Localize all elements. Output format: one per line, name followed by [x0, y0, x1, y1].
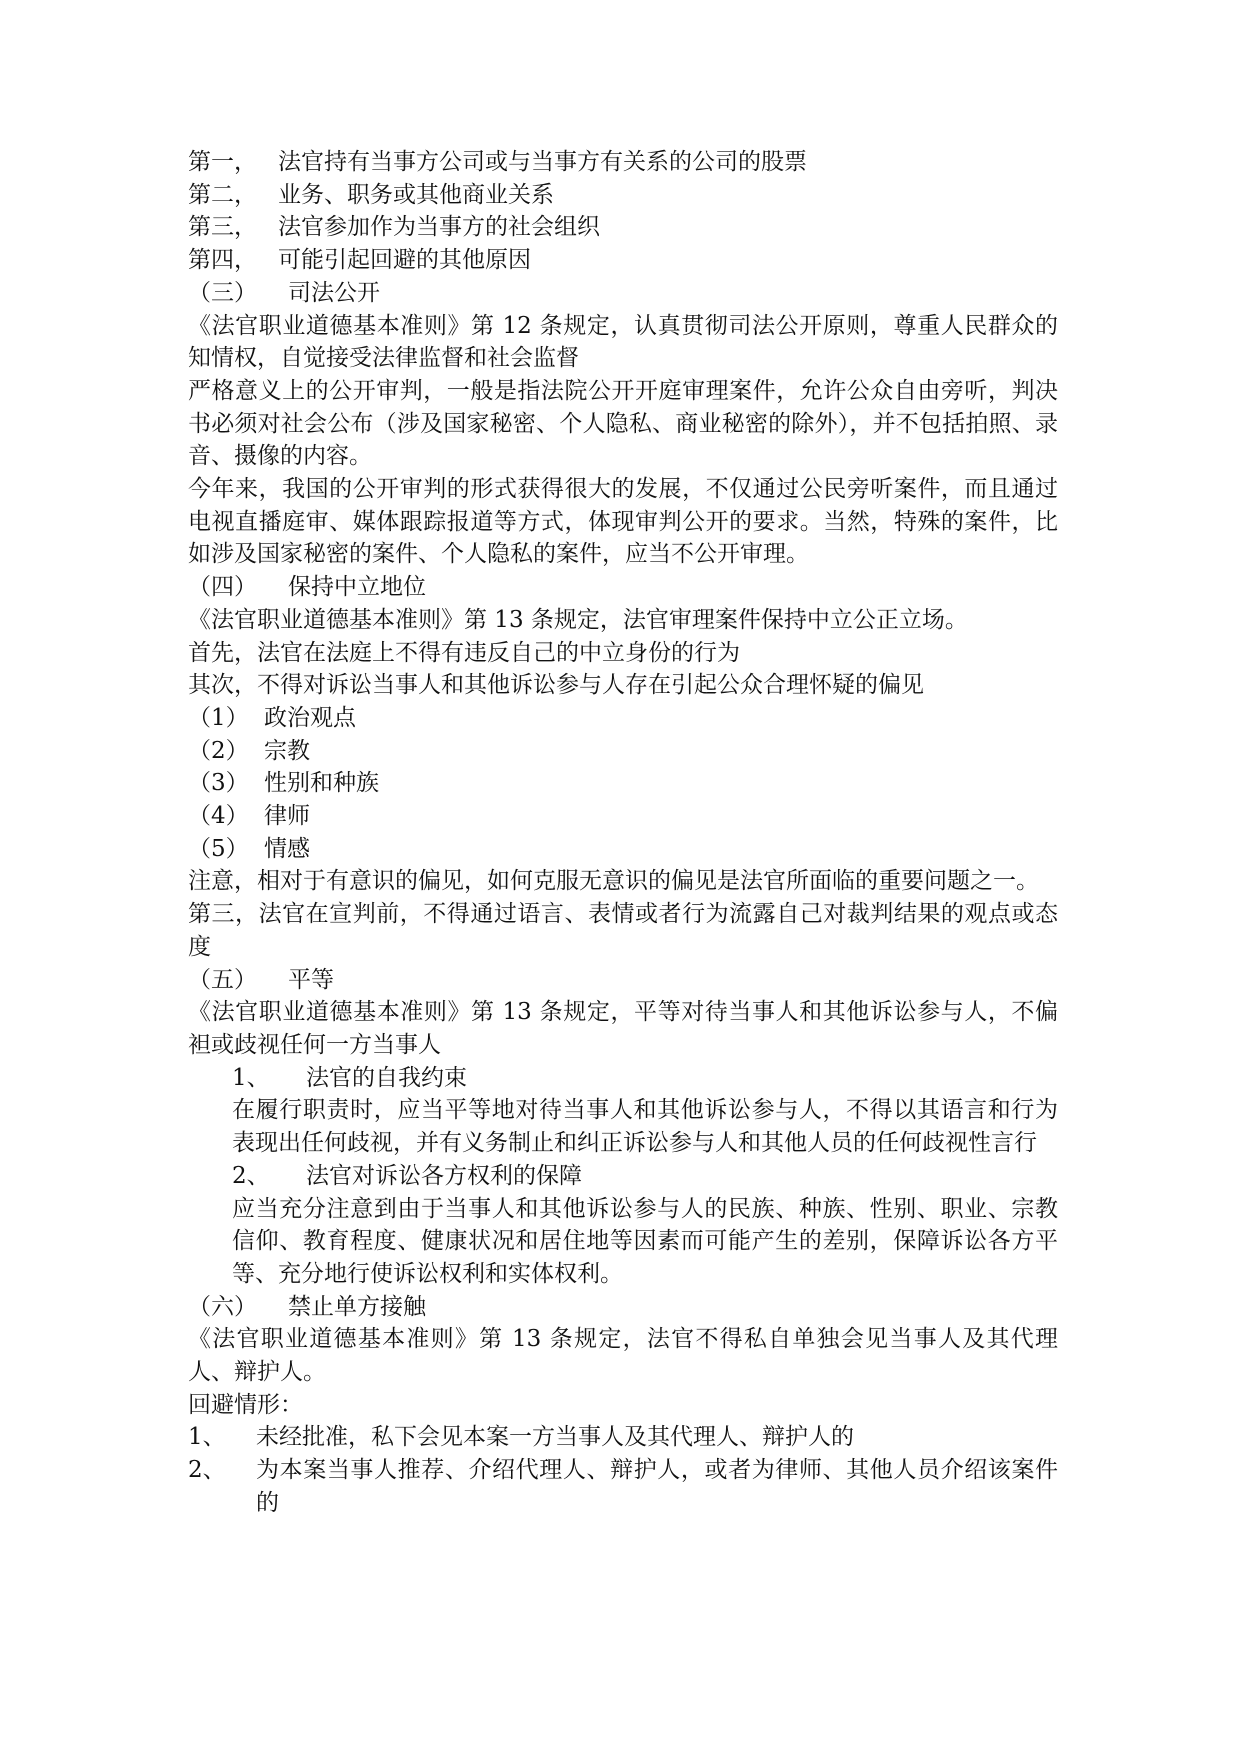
numbered-item — [188, 1454, 1058, 1519]
numbered-item — [188, 1421, 1058, 1454]
paragraph: 回避情形： — [188, 1391, 303, 1418]
list-item — [188, 211, 1058, 244]
subsection-number: 2、 — [232, 1162, 270, 1189]
list-item-text: 业务、职务或其他商业关系 — [278, 181, 554, 208]
bias-item-label: （2） — [188, 737, 249, 764]
bias-item — [188, 767, 1058, 800]
subsection-number: 1、 — [232, 1064, 270, 1091]
bias-item — [188, 833, 1058, 866]
list-item-text: 可能引起回避的其他原因 — [278, 247, 531, 274]
paragraph: 严格意义上的公开审判，一般是指法院公开开庭审理案件，允许公众自由旁听，判决书必须对社会公布（涉及国家秘密、个人隐私、商业秘密的除外），并不包括拍照、录音、摄像的内容。 — [188, 377, 1058, 470]
paragraph: 其次，不得对诉讼当事人和其他诉讼参与人存在引起公众合理怀疑的偏见 — [188, 672, 924, 699]
document-page — [188, 146, 1058, 1520]
subsection-title: 法官的自我约束 — [306, 1064, 467, 1091]
list-item-label: 第三， — [188, 214, 257, 241]
subsection-title: 法官对诉讼各方权利的保障 — [306, 1162, 582, 1189]
list-item-text: 法官参加作为当事方的社会组织 — [278, 214, 600, 241]
bias-item-text: 政治观点 — [264, 704, 356, 731]
section-title: 司法公开 — [288, 279, 380, 306]
section-heading-4 — [188, 571, 1058, 604]
bias-item-label: （5） — [188, 835, 249, 862]
numbered-item-text: 未经批准，私下会见本案一方当事人及其代理人、辩护人的 — [256, 1424, 854, 1451]
paragraph: 《法官职业道德基本准则》第 12 条规定，认真贯彻司法公开原则，尊重人民群众的知情权，自觉接受法律监督和社会监督 — [188, 312, 1058, 372]
paragraph: 应当充分注意到由于当事人和其他诉讼参与人的民族、种族、性别、职业、宗教信仰、教育程度、健康状况和居住地等因素而可能产生的差别，保障诉讼各方平等、充分地行使诉讼权利和实体权利。 — [232, 1195, 1058, 1287]
section-number: （五） — [188, 966, 257, 993]
paragraph: 注意，相对于有意识的偏见，如何克服无意识的偏见是法官所面临的重要问题之一。 — [188, 868, 1039, 895]
section-heading-6 — [188, 1291, 1058, 1324]
section-number: （三） — [188, 279, 257, 306]
paragraph: 《法官职业道德基本准则》第 13 条规定，平等对待当事人和其他诉讼参与人，不偏袒或歧视任何一方当事人 — [188, 999, 1058, 1058]
section-number: （四） — [188, 574, 257, 601]
bias-item-label: （4） — [188, 803, 249, 830]
section-title: 保持中立地位 — [288, 574, 426, 601]
list-item — [188, 146, 1058, 179]
bias-item — [188, 735, 1058, 768]
list-item — [188, 179, 1058, 212]
bias-item — [188, 800, 1058, 833]
section-title: 禁止单方接触 — [288, 1293, 426, 1320]
section-title: 平等 — [288, 966, 334, 993]
bias-item-text: 性别和种族 — [264, 770, 379, 797]
bias-item-label: （1） — [188, 704, 249, 731]
bias-item-text: 律师 — [264, 803, 310, 830]
paragraph: 在履行职责时，应当平等地对待当事人和其他诉讼参与人，不得以其语言和行为表现出任何歧视，并有义务制止和纠正诉讼参与人和其他人员的任何歧视性言行 — [232, 1097, 1058, 1157]
numbered-item-text: 为本案当事人推荐、介绍代理人、辩护人，或者为律师、其他人员介绍该案件的 — [256, 1457, 1058, 1516]
section-heading-3 — [188, 277, 1058, 310]
section-heading-5 — [188, 964, 1058, 997]
bias-item-text: 情感 — [264, 835, 310, 862]
bias-item — [188, 702, 1058, 735]
section-number: （六） — [188, 1293, 257, 1320]
subsection-heading — [232, 1062, 1058, 1095]
bias-item-text: 宗教 — [264, 737, 310, 764]
numbered-item-label: 2、 — [188, 1457, 226, 1484]
bias-item-label: （3） — [188, 770, 249, 797]
paragraph: 首先，法官在法庭上不得有违反自己的中立身份的行为 — [188, 639, 740, 666]
paragraph: 《法官职业道德基本准则》第 13 条规定，法官不得私自单独会见当事人及其代理人、辩护人。 — [188, 1326, 1058, 1386]
paragraph: 今年来，我国的公开审判的形式获得很大的发展，不仅通过公民旁听案件，而且通过电视直播庭审、媒体跟踪报道等方式，体现审判公开的要求。当然，特殊的案件，比如涉及国家秘密的案件、个人隐私的案件，应当不公开审理。 — [188, 476, 1058, 568]
list-item — [188, 244, 1058, 277]
paragraph: 第三，法官在宣判前，不得通过语言、表情或者行为流露自己对裁判结果的观点或态度 — [188, 901, 1058, 960]
numbered-item-label: 1、 — [188, 1424, 226, 1451]
list-item-label: 第四， — [188, 247, 257, 274]
list-item-label: 第二， — [188, 181, 257, 208]
list-item-text: 法官持有当事方公司或与当事方有关系的公司的股票 — [278, 149, 807, 175]
subsection-heading — [232, 1160, 1058, 1193]
paragraph: 《法官职业道德基本准则》第 13 条规定，法官审理案件保持中立公正立场。 — [188, 606, 968, 633]
list-item-label: 第一， — [188, 149, 257, 175]
